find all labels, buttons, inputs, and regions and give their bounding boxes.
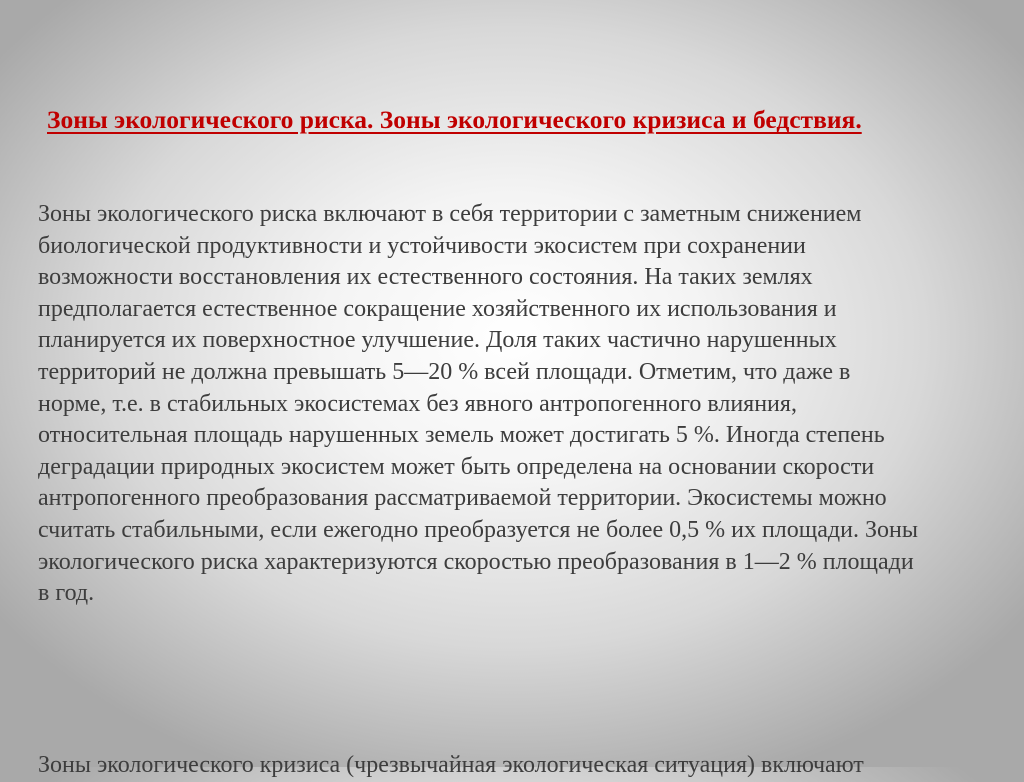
paragraph-line: территорий не должна превышать 5—20 % всей площади. Отметим, что даже в: [38, 358, 851, 385]
paragraph-line: экологического риска характеризуются скоростью преобразования в 1—2 % площади: [38, 548, 914, 575]
slide-title: Зоны экологического риска. Зоны экологического кризиса и бедствия.: [47, 105, 862, 134]
paragraph-line: антропогенного преобразования рассматриваемой территории. Экосистемы можно: [38, 485, 887, 512]
paragraph-line: деградации природных экосистем может быть определена на основании скорости: [38, 453, 875, 480]
paragraph-line: биологической продуктивности и устойчивости экосистем при сохранении: [38, 232, 806, 259]
paragraph-line: относительная площадь нарушенных земель может достигать 5 %. Иногда степень: [38, 422, 885, 449]
paragraph-line: планируется их поверхностное улучшение. Доля таких частично нарушенных: [38, 327, 837, 354]
paragraph-line: Зоны экологического риска включают в себя территории с заметным снижением: [38, 201, 862, 227]
paragraph-line: норме, т.е. в стабильных экосистемах без явного антропогенного влияния,: [38, 390, 797, 417]
paragraph-line: предполагается естественное сокращение хозяйственного их использования и: [38, 295, 837, 322]
paragraph-line: считать стабильными, если ежегодно преобразуется не более 0,5 % их площади. Зоны: [38, 516, 918, 543]
body-paragraph: [38, 199, 998, 610]
paragraph-line: в год.: [38, 580, 95, 607]
next-paragraph-cutoff: Зоны экологического кризиса (чрезвычайная экологическая ситуация) включают: [38, 752, 864, 778]
paragraph-line: возможности восстановления их естественного состояния. На таких землях: [38, 264, 813, 291]
